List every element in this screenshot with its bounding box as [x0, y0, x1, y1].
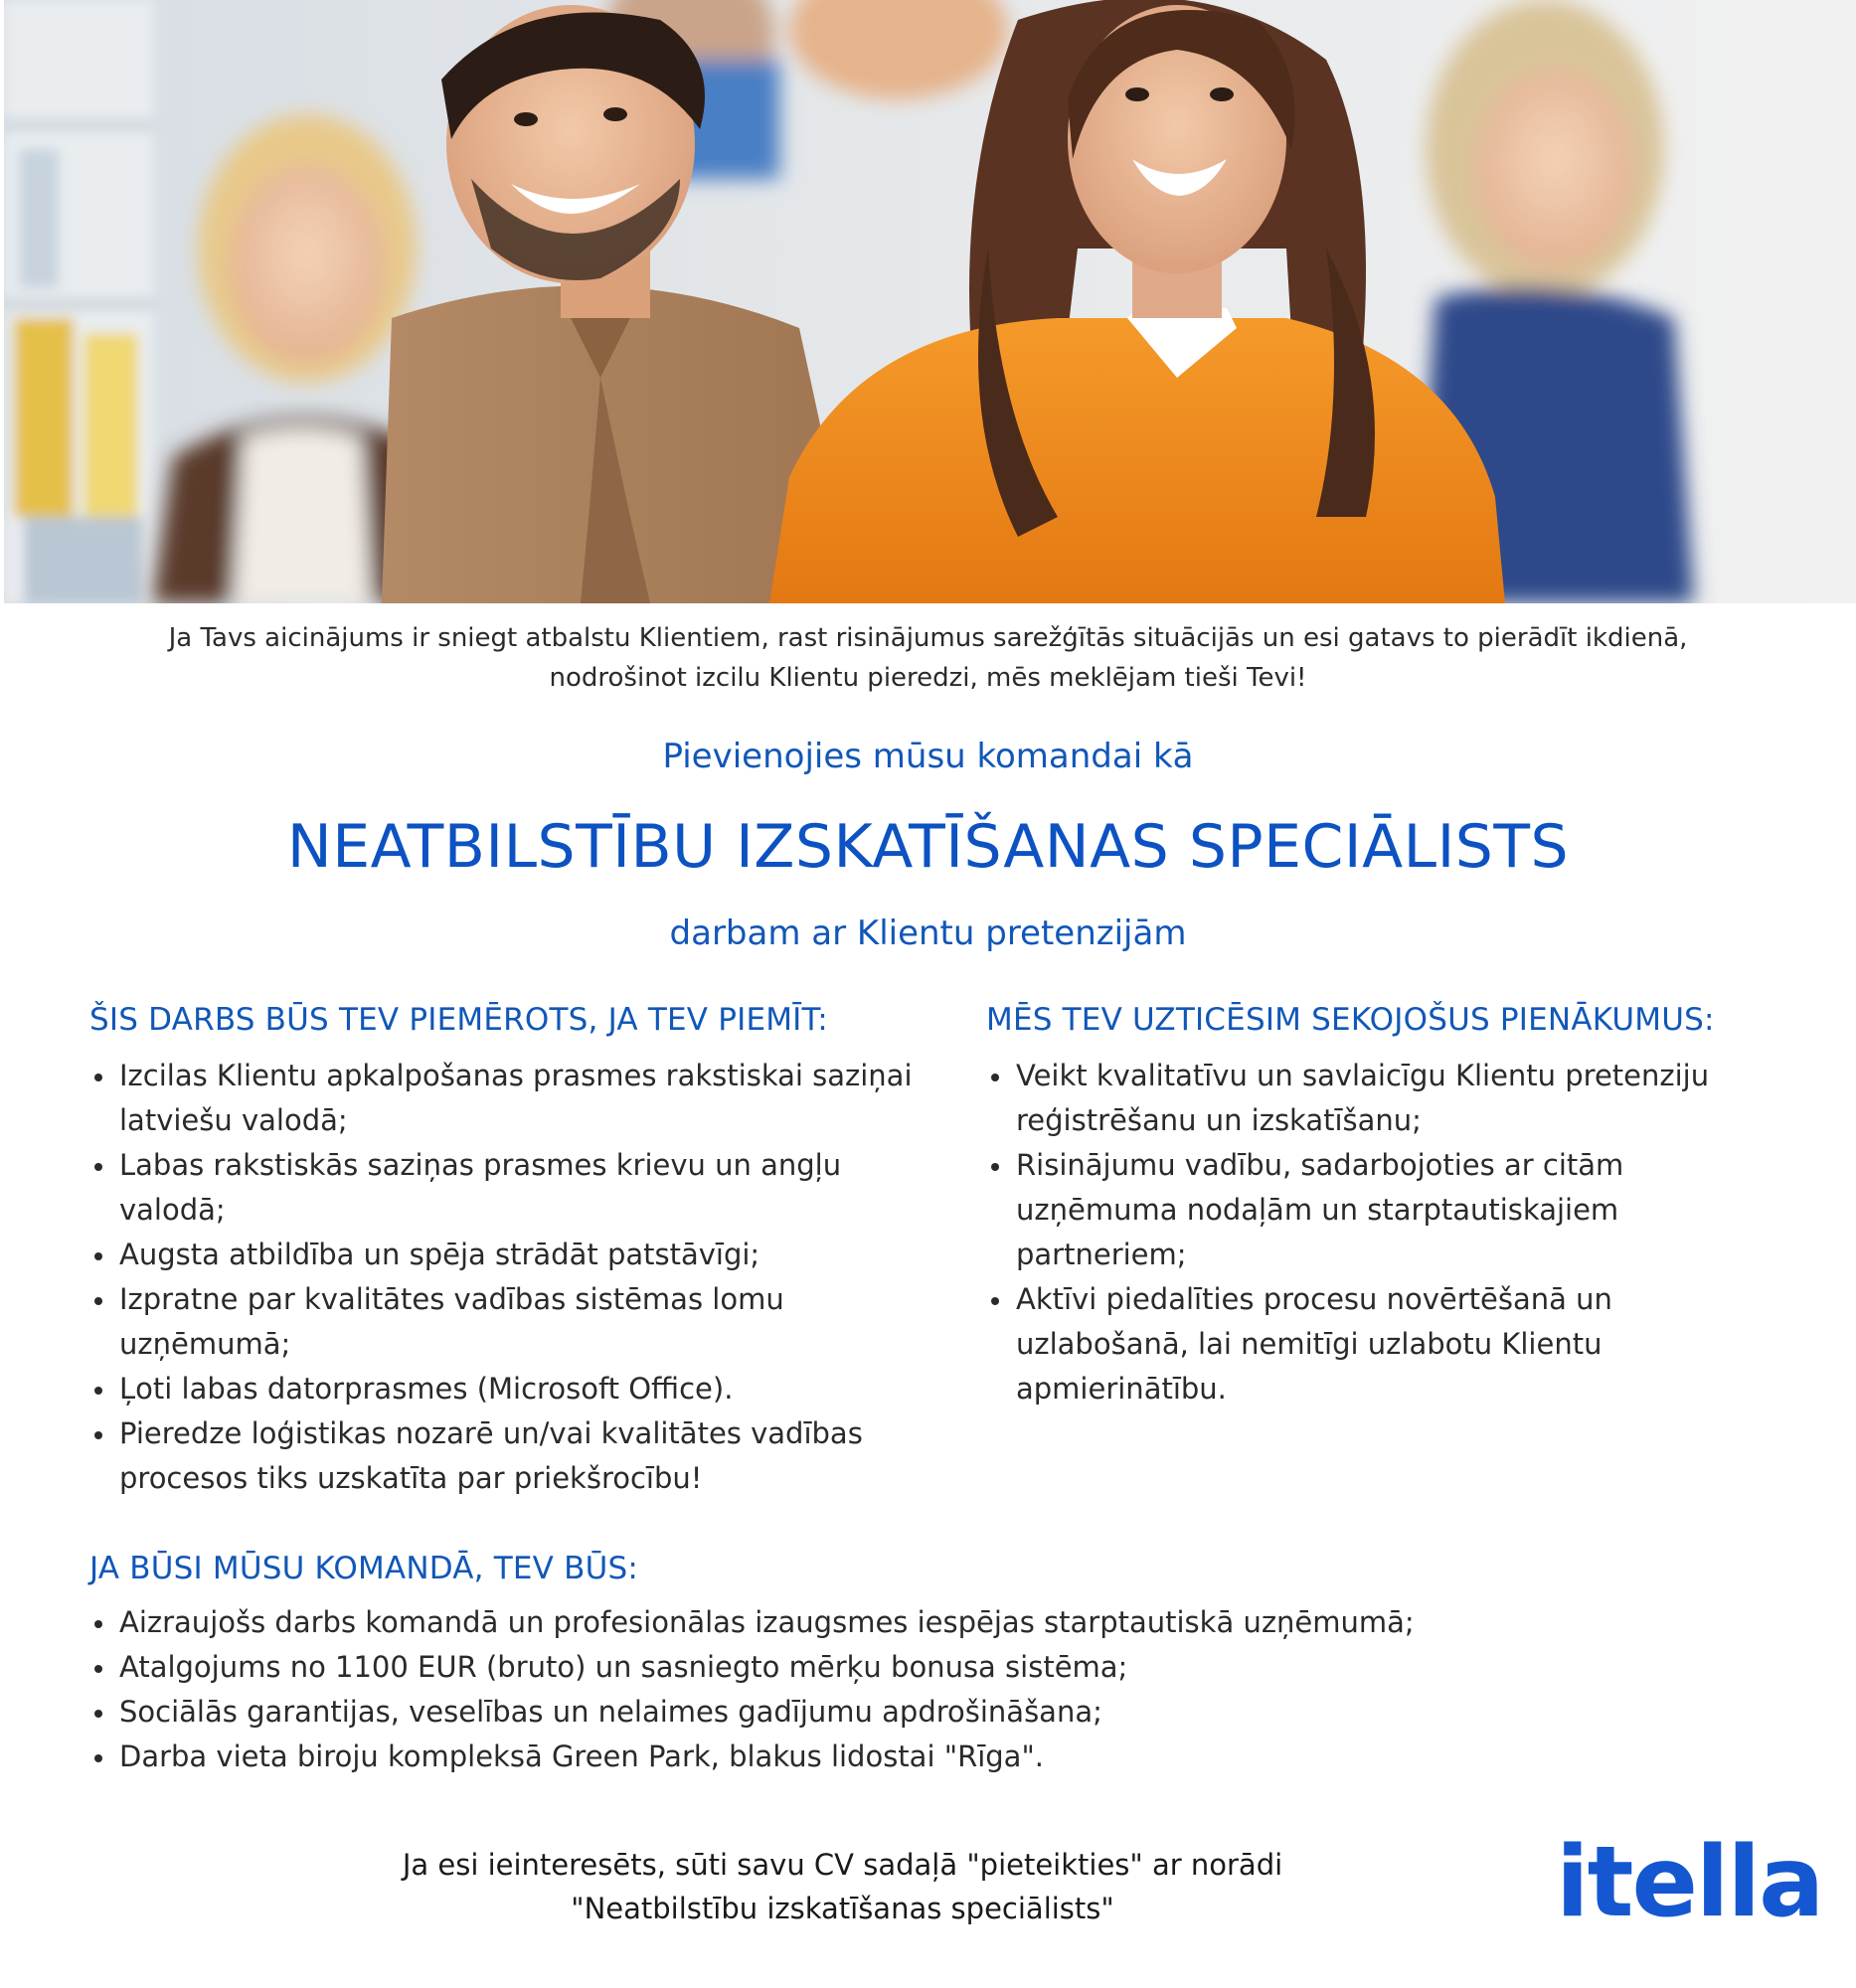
- benefits-heading: JA BŪSI MŪSU KOMANDĀ, TEV BŪS:: [89, 1551, 639, 1586]
- list-item: Aizraujošs darbs komandā un profesionālas izaugsmes iespējas starptautiskā uzņēmumā;: [89, 1600, 1730, 1645]
- intro-line-2: nodrošinot izcilu Klientu pieredzi, mēs meklējam tieši Tevi!: [549, 663, 1307, 693]
- list-item: Izcilas Klientu apkalpošanas prasmes rakstiskai saziņai latviešu valodā;: [89, 1054, 915, 1143]
- list-item: Augsta atbildība un spēja strādāt patstāvīgi;: [89, 1233, 915, 1277]
- list-item: Sociālās garantijas, veselības un nelaimes gadījumu apdrošināšana;: [89, 1690, 1730, 1735]
- list-item: Risinājumu vadību, sadarbojoties ar citām uzņēmuma nodaļām un starptautiskajiem partneriem;: [986, 1143, 1752, 1277]
- benefits-list: [89, 1600, 1730, 1779]
- job-title: NEATBILSTĪBU IZSKATĪŠANAS SPECIĀLISTS: [286, 812, 1570, 882]
- requirements-heading: ŠIS DARBS BŪS TEV PIEMĒROTS, JA TEV PIEMĪT:: [89, 1002, 828, 1038]
- list-item: Izpratne par kvalitātes vadības sistēmas lomu uzņēmumā;: [89, 1277, 915, 1367]
- itella-logo: itella: [1556, 1826, 1823, 1939]
- kicker-text: Pievienojies mūsu komandai kā: [662, 737, 1194, 776]
- job-subtitle: darbam ar Klientu pretenzijām: [669, 913, 1187, 953]
- cta-line-1: Ja esi ieinteresēts, sūti savu CV sadaļā "pieteikties" ar norādi: [402, 1848, 1283, 1882]
- list-item: Labas rakstiskās saziņas prasmes krievu un angļu valodā;: [89, 1143, 915, 1233]
- hero-team-photo: [4, 0, 1856, 603]
- duties-list: [986, 1054, 1752, 1411]
- intro-text: [60, 618, 1796, 698]
- list-item: Veikt kvalitatīvu un savlaicīgu Klientu pretenziju reģistrēšanu un izskatīšanu;: [986, 1054, 1752, 1143]
- list-item: Atalgojums no 1100 EUR (bruto) un sasniegto mērķu bonusa sistēma;: [89, 1645, 1730, 1690]
- cta-line-2: "Neatbilstību izskatīšanas speciālists": [571, 1892, 1114, 1925]
- list-item: Aktīvi piedalīties procesu novērtēšanā un uzlabošanā, lai nemitīgi uzlabotu Klientu apmierinātību.: [986, 1277, 1752, 1411]
- list-item: Ļoti labas datorprasmes (Microsoft Office).: [89, 1367, 915, 1411]
- call-to-action: [328, 1843, 1357, 1930]
- list-item: Darba vieta biroju kompleksā Green Park, blakus lidostai "Rīga".: [89, 1735, 1730, 1779]
- requirements-list: [89, 1054, 915, 1501]
- duties-heading: MĒS TEV UZTICĒSIM SEKOJOŠUS PIENĀKUMUS:: [986, 1002, 1715, 1038]
- team-photo-icon: [4, 0, 1856, 603]
- intro-line-1: Ja Tavs aicinājums ir sniegt atbalstu Klientiem, rast risinājumus sarežģītās situācijās un esi gatavs to pierādīt ikdienā,: [168, 623, 1688, 653]
- list-item: Pieredze loģistikas nozarē un/vai kvalitātes vadības procesos tiks uzskatīta par priekšrocību!: [89, 1411, 915, 1501]
